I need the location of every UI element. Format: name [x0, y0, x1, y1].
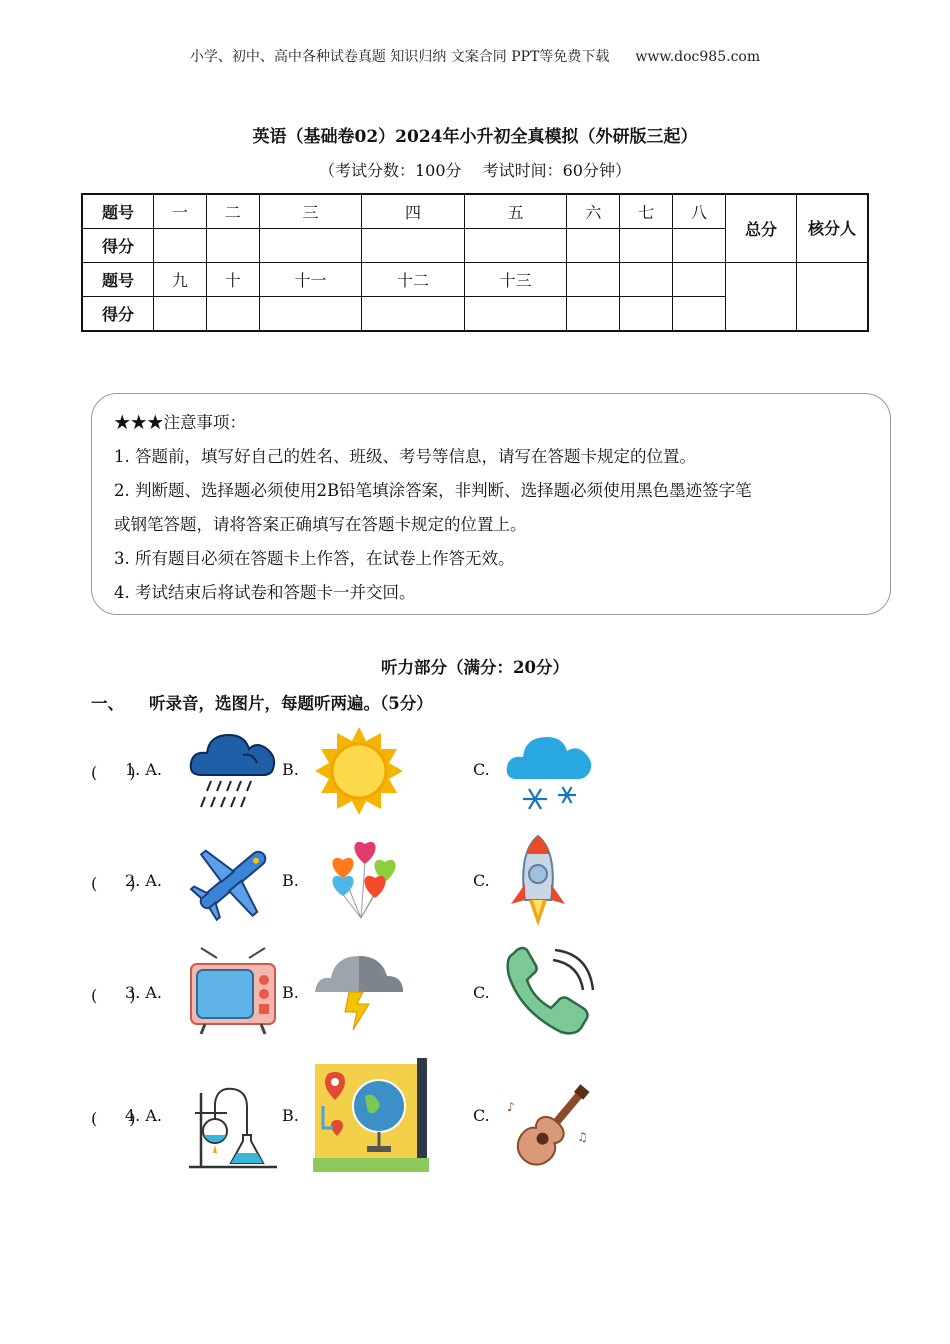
question-label: 4. A.	[125, 1106, 162, 1125]
score-cell[interactable]	[259, 229, 362, 263]
globe-map-icon[interactable]	[313, 1058, 431, 1174]
col-header: 十	[206, 263, 259, 297]
notice-item: 或钢笔答题，请将答案正确填写在答题卡规定的位置上。	[114, 515, 527, 534]
score-table	[81, 193, 869, 332]
col-header: 六	[567, 194, 620, 229]
section-title: 听力部分（满分：20分）	[381, 658, 569, 677]
col-header	[620, 263, 673, 297]
page-header	[0, 46, 950, 66]
col-header: 七	[620, 194, 673, 229]
col-header: 五	[464, 194, 567, 229]
part-instruction: 听录音，选图片，每题听两遍。（5分）	[149, 694, 433, 713]
snow-cloud-icon[interactable]	[503, 723, 595, 815]
col-header: 四	[362, 194, 465, 229]
part-heading	[91, 690, 433, 714]
score-cell[interactable]	[673, 229, 726, 263]
col-header: 三	[259, 194, 362, 229]
option-c-label: C.	[473, 1106, 490, 1125]
col-header: 十二	[362, 263, 465, 297]
score-cell[interactable]	[154, 229, 207, 263]
score-cell[interactable]	[362, 297, 465, 332]
notice-title: ★★★注意事项：	[114, 413, 246, 432]
question-row	[91, 950, 611, 1040]
score-cell[interactable]	[567, 297, 620, 332]
exam-subtitle: （考试分数：100分 考试时间：60分钟）	[319, 161, 631, 180]
option-c-label: C.	[473, 983, 490, 1002]
score-cell[interactable]	[154, 297, 207, 332]
score-cell[interactable]	[464, 229, 567, 263]
col-header	[567, 263, 620, 297]
score-cell[interactable]	[567, 229, 620, 263]
part-number: 一、	[91, 694, 124, 713]
option-b-label: B.	[282, 1106, 299, 1125]
answer-blank[interactable]: ( )	[91, 1109, 136, 1128]
option-b-label: B.	[282, 871, 299, 890]
option-c-label: C.	[473, 760, 490, 779]
col-header: 八	[673, 194, 726, 229]
score-cell[interactable]	[206, 229, 259, 263]
balloons-icon[interactable]	[313, 834, 405, 926]
score-cell[interactable]	[673, 297, 726, 332]
notice-box	[91, 393, 891, 615]
tv-icon[interactable]	[187, 946, 279, 1038]
notice-item: 3. 所有题目必须在答题卡上作答，在试卷上作答无效。	[114, 549, 515, 568]
checker-header: 核分人	[797, 194, 869, 263]
col-header: 十三	[464, 263, 567, 297]
exam-title: 英语（基础卷02）2024年小升初全真模拟（外研版三起）	[252, 127, 698, 147]
total-header: 总分	[726, 194, 797, 263]
option-b-label: B.	[282, 760, 299, 779]
notice-item: 2. 判断题、选择题必须使用2B铅笔填涂答案，非判断、选择题必须使用黑色墨迹签字笔	[114, 481, 752, 500]
answer-blank[interactable]: ( )	[91, 986, 136, 1005]
row-label-question: 题号	[82, 194, 154, 229]
question-label: 3. A.	[125, 983, 162, 1002]
col-header: 一	[154, 194, 207, 229]
svg-text:♫: ♫	[577, 1130, 588, 1144]
header-left-text: 小学、初中、高中各种试卷真题 知识归纳 文案合同 PPT等免费下载	[189, 49, 610, 65]
total-cell[interactable]	[726, 263, 797, 332]
question-row	[91, 727, 611, 817]
row-label-question: 题号	[82, 263, 154, 297]
question-label: 1. A.	[125, 760, 162, 779]
question-label: 2. A.	[125, 871, 162, 890]
col-header: 九	[154, 263, 207, 297]
thunder-cloud-icon[interactable]	[313, 946, 405, 1038]
notice-item: 1. 答题前，填写好自己的姓名、班级、考号等信息，请写在答题卡规定的位置。	[114, 447, 696, 466]
score-cell[interactable]	[362, 229, 465, 263]
col-header: 二	[206, 194, 259, 229]
row-label-score: 得分	[82, 297, 154, 332]
answer-blank[interactable]: ( )	[91, 874, 136, 893]
option-b-label: B.	[282, 983, 299, 1002]
header-url: www.doc985.com	[635, 49, 761, 65]
row-label-score: 得分	[82, 229, 154, 263]
answer-blank[interactable]: ( )	[91, 763, 136, 782]
question-row	[91, 838, 611, 928]
score-cell[interactable]	[620, 297, 673, 332]
lab-flasks-icon[interactable]	[187, 1083, 279, 1169]
score-cell[interactable]	[464, 297, 567, 332]
rain-cloud-icon[interactable]	[187, 723, 279, 815]
svg-text:♪: ♪	[507, 1100, 515, 1114]
rocket-icon[interactable]	[503, 834, 573, 928]
option-c-label: C.	[473, 871, 490, 890]
airplane-icon[interactable]	[187, 834, 279, 926]
sun-icon[interactable]	[313, 725, 405, 817]
score-cell[interactable]	[259, 297, 362, 332]
score-cell[interactable]	[620, 229, 673, 263]
score-cell[interactable]	[206, 297, 259, 332]
checker-cell[interactable]	[797, 263, 869, 332]
col-header	[673, 263, 726, 297]
phone-icon[interactable]	[503, 946, 595, 1038]
notice-item: 4. 考试结束后将试卷和答题卡一并交回。	[114, 583, 416, 602]
guitar-icon[interactable]	[503, 1081, 595, 1173]
col-header: 十一	[259, 263, 362, 297]
question-row	[91, 1073, 611, 1163]
